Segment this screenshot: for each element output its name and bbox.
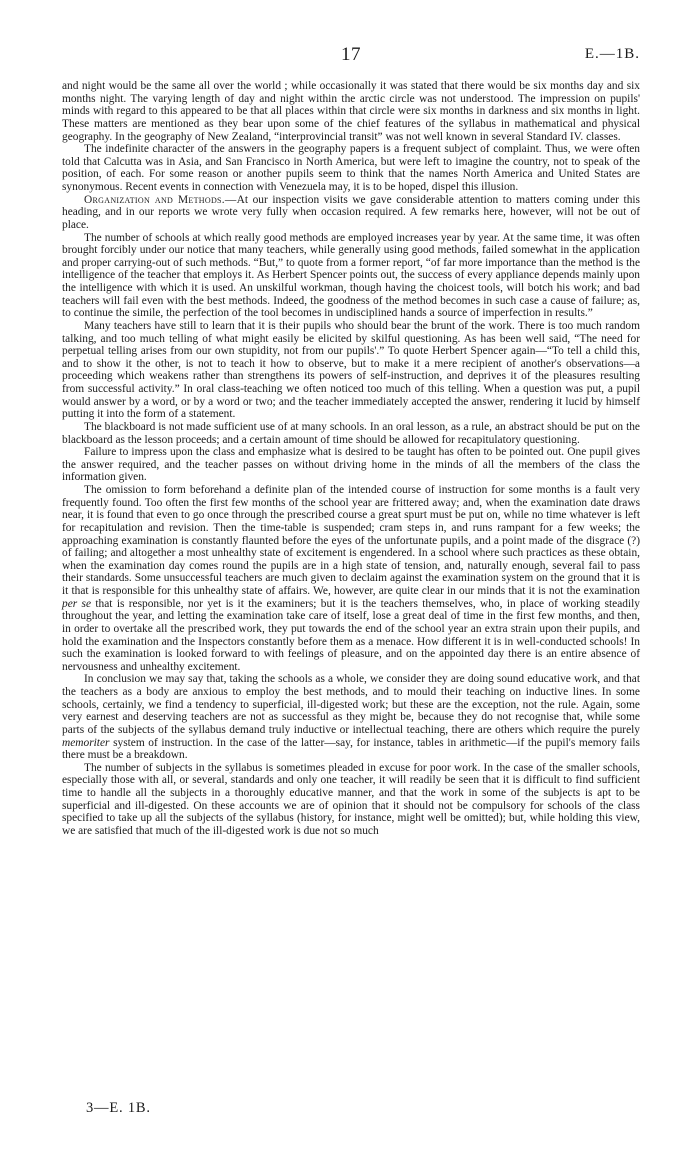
document-reference: E.—1B. [584,46,640,62]
paragraph: The number of schools at which really good methods are employed increases year by year. At the same time, it was often brought forcibly under our notice that many teachers, while generally using good methods, failed somewhat in the application and proper carrying-out of such methods. “But,” to quote from a former report, “of far more importance than the method is the intelligence of the teacher that employs it. As Herbert Spencer points out, the success of every appliance depends mainly upon the intelligence with which it is used. An unskilful workman, though having the choicest tools, will botch his work; and bad teachers will fail even with the best methods. Indeed, the goodness of the method becomes in such case a cause of failure; as, to continue the simile, the perfection of the tool becomes in undisciplined hands a source of imperfection in results.” [62,231,640,320]
paragraph-text: system of instruction. In the case of the latter—say, for instance, tables in arithmetic—if the pupil's memory fails there must be a breakdown. [62,736,640,762]
footer-signature: 3—E. 1B. [86,1100,151,1116]
paragraph: Failure to impress upon the class and emphasize what is desired to be taught has often to be pointed out. One pupil gives the answer required, and the teacher passes on without driving home in the minds of all the members of the class the information given. [62,446,640,484]
paragraph: and night would be the same all over the world ; while occasionally it was stated that there would be six months day and six months night. The varying length of day and night within the arctic circle was not understood. The impression on pupils' minds with regard to this appeared to be that all places within that circle were six months in darkness and six months in light. These matters are mentioned as they bear upon some of the chief features of the syllabus in mathematical and physical geography. In the geography of New Zealand, “interprovincial transit” was not well known in several Standard IV. classes. [62,80,640,143]
italic-phrase: memoriter [62,736,110,749]
paragraph-conclusion [62,673,640,761]
paragraph-text: In conclusion we may say that, taking the schools as a whole, we consider they are doing sound educative work, and that the teachers as a body are anxious to employ the best methods, and to mould their teaching on inductive lines. In some schools, certainly, we find a tendency to superficial, ill-digested work; but these are the exception, not the rule. Again, some very earnest and deserving teachers are not as successful as they might be, because they do not recognise that, while some parts of the subjects of the syllabus demand truly inductive or intellectual teaching, there are others which require the purely [62,673,640,736]
italic-phrase: per se [62,597,92,610]
body-text [62,80,640,838]
paragraph-examination [62,484,640,673]
paragraph-text: The omission to form beforehand a definite plan of the intended course of instruction for some months is a fault very frequently found. Too often the first few months of the school year are frittered away; and, when the examination date draws near, it is found that even to go once through the prescribed course a great spurt must be put on, while no time whatever is left for recapitulation and revision. Then the time-table is suspended; cram steps in, and runs rampant for a few weeks; the approaching examination is constantly flaunted before the eyes of the unfortunate pupils, and a point made of the disgrace (?) of failing; and altogether a most unhealthy state of excitement is engendered. In a school where such practices as these obtain, when the examination day comes round the pupils are in a high state of tension, and, naturally enough, several fail to pass their standards. Some unsuccessful teachers are much given to declaim against the examination system on the ground that it is it that is responsible for this unhealthy state of affairs. We, however, are quite clear in our minds that it is not the examination [62,484,640,597]
paragraph-organization [62,194,640,232]
paragraph-text: At our inspection visits we gave considerable attention to matters coming under this heading, and in our reports we wrote very fully when occasion required. A few remarks here, however, will not be out of place. [62,193,640,231]
paragraph: Many teachers have still to learn that it is their pupils who should bear the brunt of the work. There is too much random talking, and too much telling of what might easily be elicited by skilful questioning. As has been well said, “The need for perpetual telling arises from our own stupidity, not from our pupils'.” To quote Herbert Spencer again—“To tell a child this, and to show it the other, is not to teach it how to observe, but to make it a mere recipient of another's observations—a proceeding which weakens rather than strengthens its powers of self-instruction, and deprives it of the pleasures resulting from successful activity.” In oral class-teaching we often noticed too much of this telling. When a question was put, a pupil would answer by a word, or by a word or two; and the teacher immediately accepted the answer, rendering it lucid by himself putting it into the form of a statement. [62,319,640,421]
paragraph-text: that is responsible, nor yet is it the examiners; but it is the teachers themselves, who, in place of working steadily throughout the year, and letting the examination take care of itself, lose a great deal of time in the first few months, and then, in order to overtake all the prescribed work, they put towards the end of the school year an extra strain upon their pupils, and hold the examination and the Inspectors constantly before them as a menace. How different it is in well-conducted schools! In such the examination is looked forward to with feelings of pleasure, and on the appointed day there is an entire absence of nervousness and unhealthy excitement. [62,597,640,673]
page-number: 17 [341,44,361,65]
paragraph: The indefinite character of the answers in the geography papers is a frequent subject of complaint. Thus, we were often told that Calcutta was in Asia, and San Francisco in North America, but were left to imagine the country, not to speak of the position, of each. For some reason or another pupils seem to think that the names North America and United States are synonymous. Recent events in connection with Venezuela may, it is to be hoped, dispel this illusion. [62,143,640,193]
section-heading: Organization and Methods.— [84,193,237,206]
paragraph: The number of subjects in the syllabus is sometimes pleaded in excuse for poor work. In the case of the smaller schools, especially those with all, or several, standards and only one teacher, it will readily be seen that it is difficult to find sufficient time to handle all the subjects in a thoroughly educative manner, and that the work in some of the subjects is apt to be superficial and ill-digested. On these accounts we are of opinion that it should not be compulsory for schools of the class specified to take up all the subjects of the syllabus (history, for instance, might well be omitted); but, while holding this view, we are satisfied that much of the ill-digested work is due not so much [62,761,640,837]
page-header [62,44,640,80]
paragraph: The blackboard is not made sufficient use of at many schools. In an oral lesson, as a rule, an abstract should be put on the blackboard as the lesson proceeds; and a certain amount of time should be allowed for recapitulatory questioning. [62,420,640,446]
